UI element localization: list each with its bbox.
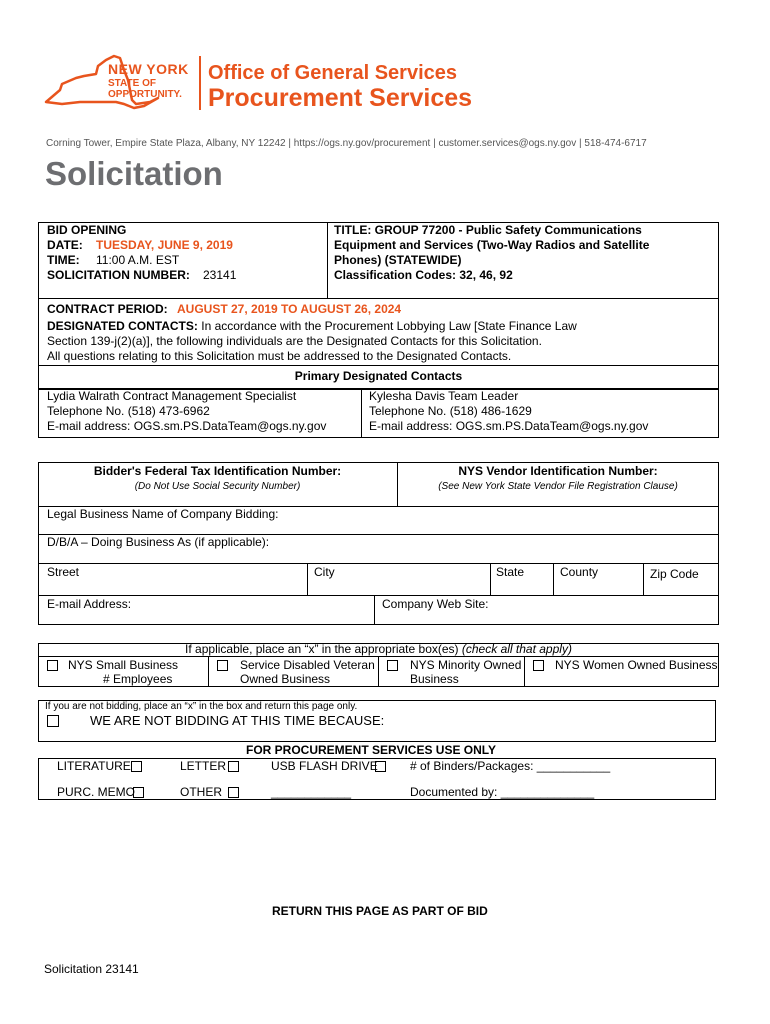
procurement-use-heading: FOR PROCUREMENT SERVICES USE ONLY	[246, 743, 497, 757]
bid-info-divider	[327, 222, 328, 298]
other-blank-field[interactable]: ____________	[271, 785, 352, 799]
bid-date-label: DATE:	[47, 238, 83, 252]
contact-1-name: Lydia Walrath Contract Management Specialist	[47, 389, 297, 403]
zip-field[interactable]: Zip Code	[650, 567, 699, 581]
contact-1-phone: Telephone No. (518) 473-6962	[47, 404, 210, 418]
small-business-label: NYS Small Business	[68, 658, 179, 672]
contact-2-phone: Telephone No. (518) 486-1629	[369, 404, 532, 418]
classification-codes: Classification Codes: 32, 46, 92	[334, 268, 513, 282]
group-title-line3: Phones) (STATEWIDE)	[334, 253, 462, 267]
women-owned-label: NYS Women Owned Business	[555, 658, 718, 672]
bid-info-rule	[38, 298, 719, 299]
footer-solicitation: Solicitation 23141	[44, 962, 139, 976]
county-field[interactable]: County	[560, 565, 599, 579]
dba-field[interactable]: D/B/A – Doing Business As (if applicable):	[47, 535, 270, 549]
vendor-id-label[interactable]: NYS Vendor Identification Number:	[458, 464, 658, 478]
contract-period-label: CONTRACT PERIOD:	[47, 302, 168, 316]
applicable-heading	[0, 642, 757, 657]
small-business-checkbox[interactable]	[47, 660, 58, 671]
contact-2-email[interactable]: E-mail address: OGS.sm.PS.DataTeam@ogs.ny.gov	[369, 419, 649, 433]
contact-2-name: Kylesha Davis Team Leader	[369, 389, 519, 403]
legal-name-field[interactable]: Legal Business Name of Company Bidding:	[47, 507, 279, 521]
binders-field[interactable]: # of Binders/Packages: ___________	[410, 759, 611, 773]
group-title-line2: Equipment and Services (Two-Way Radios and Satellite	[334, 238, 650, 252]
letter-label: LETTER	[180, 759, 227, 773]
vendor-id-note: (See New York State Vendor File Registration Clause)	[438, 481, 678, 492]
solicitation-number-value: 23141	[203, 268, 237, 282]
county-zip-divider	[643, 563, 644, 595]
contacts-divider	[361, 388, 362, 438]
primary-contacts-top-rule	[38, 365, 719, 366]
applicable-div-3	[524, 656, 525, 687]
bid-opening-label: BID OPENING	[47, 223, 127, 237]
state-county-divider	[553, 563, 554, 595]
logo-office: Office of General Services	[208, 62, 458, 84]
bid-time-value: 11:00 A.M. EST	[96, 253, 180, 267]
not-bidding-note: If you are not bidding, place an “x” in the box and return this page only.	[45, 701, 358, 712]
purc-memo-label: PURC. MEMO	[57, 785, 135, 799]
women-owned-checkbox[interactable]	[533, 660, 544, 671]
contract-period-value: AUGUST 27, 2019 TO AUGUST 26, 2024	[177, 302, 402, 316]
not-bidding-statement: WE ARE NOT BIDDING AT THIS TIME BECAUSE:	[90, 713, 385, 728]
letter-checkbox[interactable]	[228, 761, 239, 772]
tax-id-label[interactable]: Bidder's Federal Tax Identification Number:	[93, 464, 342, 478]
city-state-divider	[490, 563, 491, 595]
small-business-employees: # Employees	[103, 672, 173, 686]
contact-1-email[interactable]: E-mail address: OGS.sm.PS.DataTeam@ogs.ny.gov	[47, 419, 327, 433]
return-note: RETURN THIS PAGE AS PART OF BID	[272, 904, 488, 918]
documented-by-field[interactable]: Documented by: ______________	[410, 785, 595, 799]
purc-memo-checkbox[interactable]	[133, 787, 144, 798]
other-checkbox[interactable]	[228, 787, 239, 798]
designated-contacts-text1: In accordance with the Procurement Lobbying Law [State Finance Law	[201, 319, 577, 333]
logo-division: Procurement Services	[208, 84, 473, 112]
address-line: Corning Tower, Empire State Plaza, Albany, NY 12242 | https://ogs.ny.gov/procurement | customer.services@ogs.ny.gov | 518-474-6717	[46, 138, 647, 149]
email-field[interactable]: E-mail Address:	[47, 597, 132, 611]
designated-contacts-line1	[47, 319, 577, 334]
designated-contacts-line3: All questions relating to this Solicitation must be addressed to the Designated Contacts.	[47, 349, 512, 363]
minority-label-1: NYS Minority Owned	[410, 658, 522, 672]
minority-checkbox[interactable]	[387, 660, 398, 671]
row-rule-3	[38, 563, 719, 564]
designated-contacts-line2: Section 139-j(2)(a)], the following individuals are the Designated Contacts for this Solicitation.	[47, 334, 542, 348]
literature-label: LITERATURE	[57, 759, 131, 773]
sdv-label-1: Service Disabled Veteran	[240, 658, 375, 672]
solicitation-number-label: SOLICITATION NUMBER:	[47, 268, 190, 282]
website-field[interactable]: Company Web Site:	[382, 597, 489, 611]
group-title-line1: TITLE: GROUP 77200 - Public Safety Communications	[334, 223, 642, 237]
bid-date-value: TUESDAY, JUNE 9, 2019	[96, 238, 233, 252]
sdv-label-2: Owned Business	[240, 672, 331, 686]
street-field[interactable]: Street	[47, 565, 80, 579]
logo-state-line1: NEW YORK	[108, 61, 189, 77]
logo-divider	[199, 56, 201, 110]
street-city-divider	[307, 563, 308, 595]
sdv-checkbox[interactable]	[217, 660, 228, 671]
state-field[interactable]: State	[496, 565, 525, 579]
logo-state-line3: OPPORTUNITY.	[108, 89, 182, 100]
tax-id-note: (Do Not Use Social Security Number)	[134, 481, 301, 492]
logo-state-line2: STATE OF	[108, 78, 156, 89]
primary-contacts-heading: Primary Designated Contacts	[294, 369, 463, 383]
applicable-heading-note: (check all that apply)	[461, 642, 572, 656]
row-rule-4	[38, 595, 719, 596]
other-label: OTHER	[180, 785, 222, 799]
literature-checkbox[interactable]	[131, 761, 142, 772]
city-field[interactable]: City	[314, 565, 335, 579]
email-website-divider	[374, 595, 375, 625]
minority-label-2: Business	[410, 672, 459, 686]
applicable-div-2	[378, 656, 379, 687]
applicable-div-1	[208, 656, 209, 687]
page-title: Solicitation	[45, 155, 223, 192]
usb-checkbox[interactable]	[375, 761, 386, 772]
bid-time-label: TIME:	[47, 253, 80, 267]
designated-contacts-label: DESIGNATED CONTACTS:	[47, 319, 198, 333]
not-bidding-checkbox[interactable]	[47, 715, 59, 727]
applicable-heading-text: If applicable, place an “x” in the appropriate box(es)	[185, 642, 459, 656]
usb-label: USB FLASH DRIVE	[271, 759, 378, 773]
